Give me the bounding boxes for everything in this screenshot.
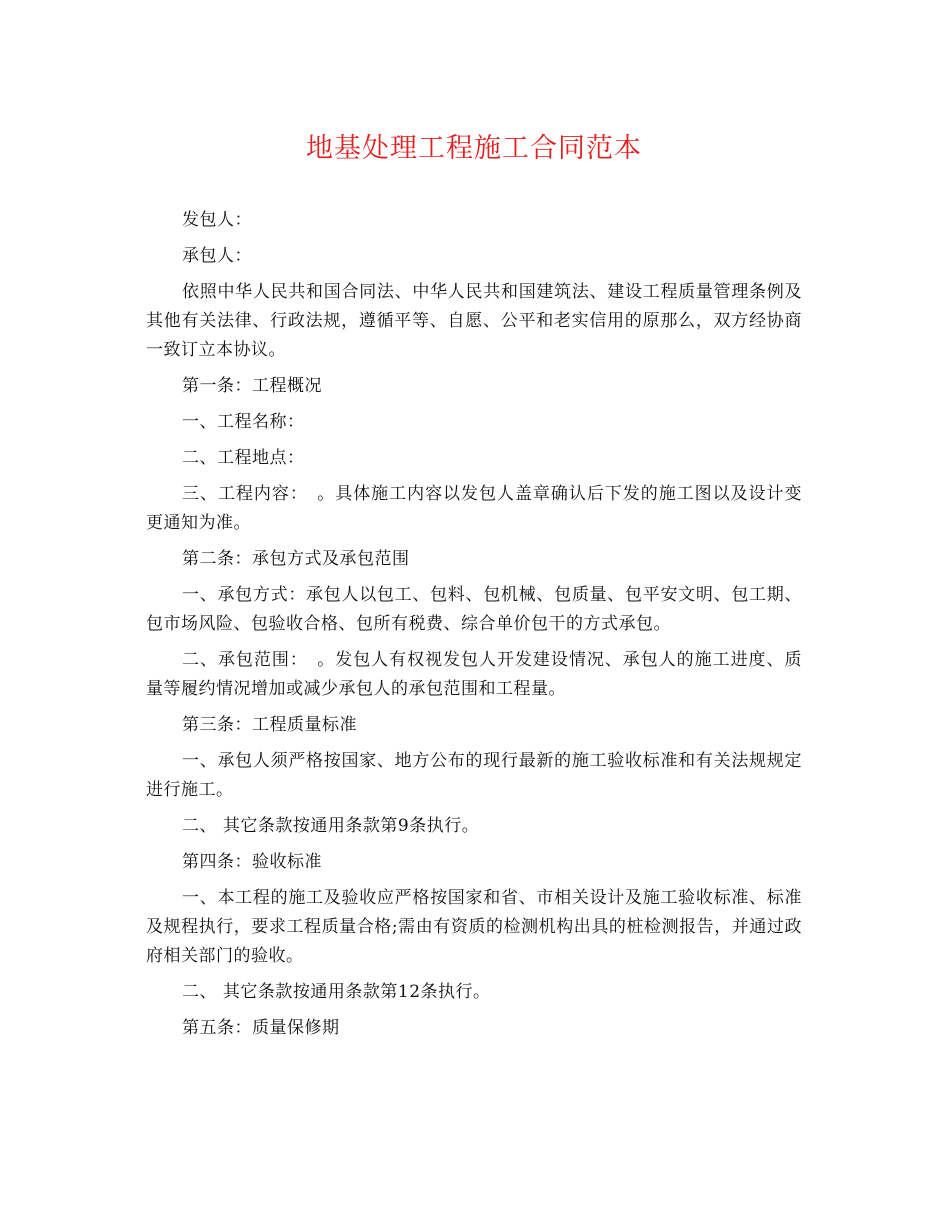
article-3-item-1: 一、承包人须严格按国家、地方公布的现行最新的施工验收标准和有关法规规定进行施工。 [146,751,802,800]
article-4-item-1: 一、本工程的施工及验收应严格按国家和省、市相关设计及施工验收标准、标准及规程执行，要求工程质量合格;需由有资质的检测机构出具的桩检测报告，并通过政府相关部门的验收。 [146,888,802,966]
article-5-heading: 第五条：质量保修期 [182,1018,340,1038]
paragraph-contractor: 承包人： [182,246,252,266]
article-1-item-3: 三、工程内容： 。具体施工内容以发包人盖章确认后下发的施工图以及设计变更通知为准。 [146,484,802,533]
article-2-heading: 第二条：承包方式及承包范围 [182,549,410,569]
article-1-item-2: 二、工程地点： [182,448,305,468]
paragraph-preamble: 依照中华人民共和国合同法、中华人民共和国建筑法、建设工程质量管理条例及其他有关法律、行政法规，遵循平等、自愿、公平和老实信用的原那么，双方经协商一致订立本协议。 [146,282,802,360]
article-1-item-1: 一、工程名称： [182,412,305,432]
document-body [146,206,802,1043]
article-1-heading: 第一条：工程概况 [182,376,322,396]
article-3-heading: 第三条：工程质量标准 [182,715,357,735]
paragraph-employer: 发包人： [182,210,252,230]
article-3-item-2: 二、 其它条款按通用条款第9条执行。 [182,816,480,836]
article-2-item-2: 二、承包范围： 。发包人有权视发包人开发建设情况、承包人的施工进度、质量等履约情况增加或减少承包人的承包范围和工程量。 [146,650,802,699]
article-4-item-2: 二、 其它条款按通用条款第12条执行。 [182,982,491,1002]
document-title: 地基处理工程施工合同范本 [306,133,642,164]
article-4-heading: 第四条：验收标准 [182,852,322,872]
article-2-item-1: 一、承包方式：承包人以包工、包料、包机械、包质量、包平安文明、包工期、包市场风险、包验收合格、包所有税费、综合单价包干的方式承包。 [146,585,802,634]
